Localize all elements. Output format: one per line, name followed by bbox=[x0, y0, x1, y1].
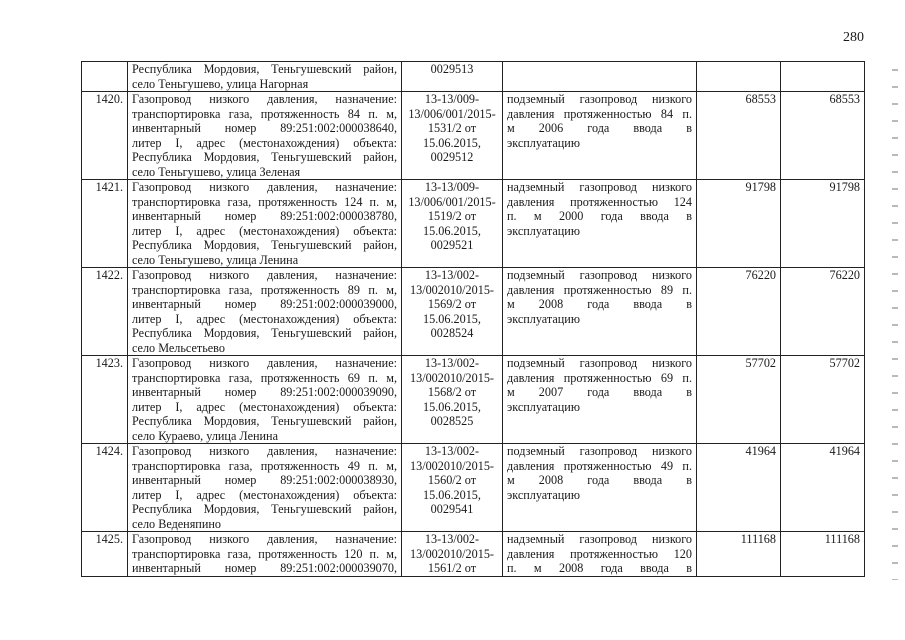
object-description-line: Республика Мордовия, Теньгушевский район, bbox=[132, 62, 397, 76]
registration-record-line: 15.06.2015, bbox=[423, 223, 481, 238]
object-description-line: транспортировка газа, протяженность 69 п. м, bbox=[132, 370, 397, 385]
object-characteristics-line: м 2008 года ввода в bbox=[507, 297, 692, 311]
object-description-line: литер I, адрес (местонахождения) объекта: bbox=[132, 311, 397, 326]
object-characteristics bbox=[503, 62, 697, 92]
registration-record-line: 1560/2 от bbox=[427, 473, 477, 487]
object-characteristics-line: давления протяженностью 124 bbox=[507, 194, 692, 209]
registration-record bbox=[402, 356, 503, 444]
object-description-line: Республика Мордовия, Теньгушевский район, bbox=[132, 326, 397, 340]
object-characteristics-line: подземный газопровод низкого bbox=[507, 356, 692, 370]
object-characteristics-line: эксплуатацию bbox=[507, 311, 580, 326]
table-row bbox=[82, 268, 865, 356]
registration-record-line: 1568/2 от bbox=[427, 385, 477, 399]
registration-record-line: 13/002010/2015- bbox=[410, 370, 494, 385]
object-characteristics-line: подземный газопровод низкого bbox=[507, 444, 692, 458]
object-characteristics-line: давления протяженностью 120 bbox=[507, 546, 692, 561]
registration-record bbox=[402, 92, 503, 180]
object-description-line: литер I, адрес (местонахождения) объекта: bbox=[132, 487, 397, 502]
object-description-line: Республика Мордовия, Теньгушевский район, bbox=[132, 502, 397, 516]
book-value: 111168 bbox=[697, 532, 781, 577]
book-value: 68553 bbox=[697, 92, 781, 180]
registration-record-line: 13/006/001/2015- bbox=[408, 106, 496, 121]
registration-record bbox=[402, 532, 503, 577]
object-description-line: село Веденяпино bbox=[132, 516, 221, 531]
object-description-line: Газопровод низкого давления, назначение: bbox=[132, 268, 397, 282]
object-description bbox=[128, 92, 402, 180]
object-description-line: Газопровод низкого давления, назначение: bbox=[132, 356, 397, 370]
residual-value: 57702 bbox=[781, 356, 865, 444]
object-characteristics bbox=[503, 356, 697, 444]
registration-record-line: 0029541 bbox=[430, 502, 474, 516]
object-description-line: инвентарный номер 89:251:002:000038930, bbox=[132, 473, 397, 487]
object-characteristics bbox=[503, 444, 697, 532]
residual-value: 76220 bbox=[781, 268, 865, 356]
row-number: 1423. bbox=[82, 356, 128, 444]
object-description-line: инвентарный номер 89:251:002:000039000, bbox=[132, 297, 397, 311]
object-characteristics-line: эксплуатацию bbox=[507, 399, 580, 414]
registration-record-line: 15.06.2015, bbox=[423, 487, 481, 502]
object-description-line: Газопровод низкого давления, назначение: bbox=[132, 532, 397, 546]
residual-value: 111168 bbox=[781, 532, 865, 577]
registration-record-line: 13-13/009- bbox=[424, 92, 480, 106]
registration-record-line: 13/002010/2015- bbox=[410, 546, 494, 561]
table-row bbox=[82, 532, 865, 577]
object-description-line: село Кураево, улица Ленина bbox=[132, 428, 278, 443]
book-value bbox=[697, 62, 781, 92]
registration-record-line: 13/006/001/2015- bbox=[408, 194, 496, 209]
row-number: 1422. bbox=[82, 268, 128, 356]
registration-record-line: 0029521 bbox=[430, 238, 474, 252]
registration-record-line: 1569/2 от bbox=[427, 297, 477, 311]
object-description-line: транспортировка газа, протяженность 84 п. м, bbox=[132, 106, 397, 121]
object-description-line: транспортировка газа, протяженность 89 п. м, bbox=[132, 282, 397, 297]
registry-table bbox=[81, 61, 865, 577]
registration-record-line: 13-13/002- bbox=[424, 356, 480, 370]
object-description-line: Газопровод низкого давления, назначение: bbox=[132, 180, 397, 194]
object-description-line: Газопровод низкого давления, назначение: bbox=[132, 92, 397, 106]
book-value: 41964 bbox=[697, 444, 781, 532]
object-description-line: Республика Мордовия, Теньгушевский район, bbox=[132, 238, 397, 252]
object-description-line: литер I, адрес (местонахождения) объекта: bbox=[132, 399, 397, 414]
registration-record-line: 13-13/002- bbox=[424, 532, 480, 546]
registration-record-line: 0028524 bbox=[430, 326, 474, 340]
object-description bbox=[128, 532, 402, 577]
object-characteristics-line: надземный газопровод низкого bbox=[507, 532, 692, 546]
object-description bbox=[128, 444, 402, 532]
registration-record bbox=[402, 268, 503, 356]
registration-record-line: 13/002010/2015- bbox=[410, 282, 494, 297]
table-row bbox=[82, 92, 865, 180]
object-description-line: село Мельсетьево bbox=[132, 340, 225, 355]
object-description-line: село Теньгушево, улица Зеленая bbox=[132, 164, 301, 179]
row-number: 1421. bbox=[82, 180, 128, 268]
registry-body bbox=[82, 62, 865, 577]
object-description-line: инвентарный номер 89:251:002:000038780, bbox=[132, 209, 397, 223]
object-characteristics-line: давления протяженностью 84 п. bbox=[507, 106, 692, 121]
registration-record-line: 15.06.2015, bbox=[423, 135, 481, 150]
object-characteristics-line: давления протяженностью 69 п. bbox=[507, 370, 692, 385]
object-characteristics-line: эксплуатацию bbox=[507, 487, 580, 502]
registration-record-line: 13-13/002- bbox=[424, 268, 480, 282]
object-characteristics-line: м 2007 года ввода в bbox=[507, 385, 692, 399]
object-description bbox=[128, 62, 402, 92]
object-description-line: село Теньгушево, улица Ленина bbox=[132, 252, 299, 267]
row-number: 1420. bbox=[82, 92, 128, 180]
registration-record-line: 15.06.2015, bbox=[423, 399, 481, 414]
registration-record bbox=[402, 62, 503, 92]
book-value: 76220 bbox=[697, 268, 781, 356]
object-characteristics-line: п. м 2000 года ввода в bbox=[507, 209, 692, 223]
registration-record-line: 13-13/002- bbox=[424, 444, 480, 458]
registration-record bbox=[402, 444, 503, 532]
registration-record-line: 0029513 bbox=[430, 62, 474, 76]
object-characteristics-line: п. м 2008 года ввода в bbox=[507, 561, 692, 575]
table-row bbox=[82, 356, 865, 444]
object-characteristics-line: подземный газопровод низкого bbox=[507, 268, 692, 282]
table-row bbox=[82, 62, 865, 92]
registration-record-line: 1531/2 от bbox=[427, 121, 477, 135]
registration-record-line: 15.06.2015, bbox=[423, 311, 481, 326]
object-characteristics-line: давления протяженностью 89 п. bbox=[507, 282, 692, 297]
object-description-line: инвентарный номер 89:251:002:000039070, bbox=[132, 561, 397, 575]
object-characteristics-line: эксплуатацию bbox=[507, 223, 580, 238]
object-description bbox=[128, 268, 402, 356]
book-value: 91798 bbox=[697, 180, 781, 268]
object-characteristics-line: давления протяженностью 49 п. bbox=[507, 458, 692, 473]
object-characteristics-line: м 2008 года ввода в bbox=[507, 473, 692, 487]
object-characteristics-line: эксплуатацию bbox=[507, 135, 580, 150]
residual-value: 68553 bbox=[781, 92, 865, 180]
row-number: 1425. bbox=[82, 532, 128, 577]
object-description-line: Республика Мордовия, Теньгушевский район, bbox=[132, 414, 397, 428]
registration-record-line: 1519/2 от bbox=[427, 209, 477, 223]
registration-record bbox=[402, 180, 503, 268]
object-description-line: инвентарный номер 89:251:002:000038640, bbox=[132, 121, 397, 135]
row-number bbox=[82, 62, 128, 92]
residual-value bbox=[781, 62, 865, 92]
object-description-line: село Теньгушево, улица Нагорная bbox=[132, 76, 309, 91]
object-characteristics bbox=[503, 532, 697, 577]
object-description bbox=[128, 180, 402, 268]
registration-record-line: 0029512 bbox=[430, 150, 474, 164]
registration-record-line: 13/002010/2015- bbox=[410, 458, 494, 473]
residual-value: 91798 bbox=[781, 180, 865, 268]
book-value: 57702 bbox=[697, 356, 781, 444]
row-number: 1424. bbox=[82, 444, 128, 532]
object-description bbox=[128, 356, 402, 444]
registration-record-line: 13-13/009- bbox=[424, 180, 480, 194]
object-characteristics-line: подземный газопровод низкого bbox=[507, 92, 692, 106]
object-description-line: инвентарный номер 89:251:002:000039090, bbox=[132, 385, 397, 399]
table-row bbox=[82, 180, 865, 268]
object-description-line: Газопровод низкого давления, назначение: bbox=[132, 444, 397, 458]
object-description-line: литер I, адрес (местонахождения) объекта: bbox=[132, 135, 397, 150]
object-characteristics bbox=[503, 268, 697, 356]
object-description-line: Республика Мордовия, Теньгушевский район, bbox=[132, 150, 397, 164]
registration-record-line: 0028525 bbox=[430, 414, 474, 428]
object-characteristics bbox=[503, 180, 697, 268]
registration-record-line: 1561/2 от bbox=[427, 561, 477, 575]
object-characteristics-line: надземный газопровод низкого bbox=[507, 180, 692, 194]
object-characteristics-line: м 2006 года ввода в bbox=[507, 121, 692, 135]
residual-value: 41964 bbox=[781, 444, 865, 532]
object-characteristics bbox=[503, 92, 697, 180]
object-description-line: транспортировка газа, протяженность 124 п. м, bbox=[132, 194, 397, 209]
page-number: 280 bbox=[843, 30, 864, 45]
scan-margin-marks bbox=[892, 60, 898, 580]
object-description-line: литер I, адрес (местонахождения) объекта: bbox=[132, 223, 397, 238]
object-description-line: транспортировка газа, протяженность 49 п. м, bbox=[132, 458, 397, 473]
table-row bbox=[82, 444, 865, 532]
object-description-line: транспортировка газа, протяженность 120 п. м, bbox=[132, 546, 397, 561]
